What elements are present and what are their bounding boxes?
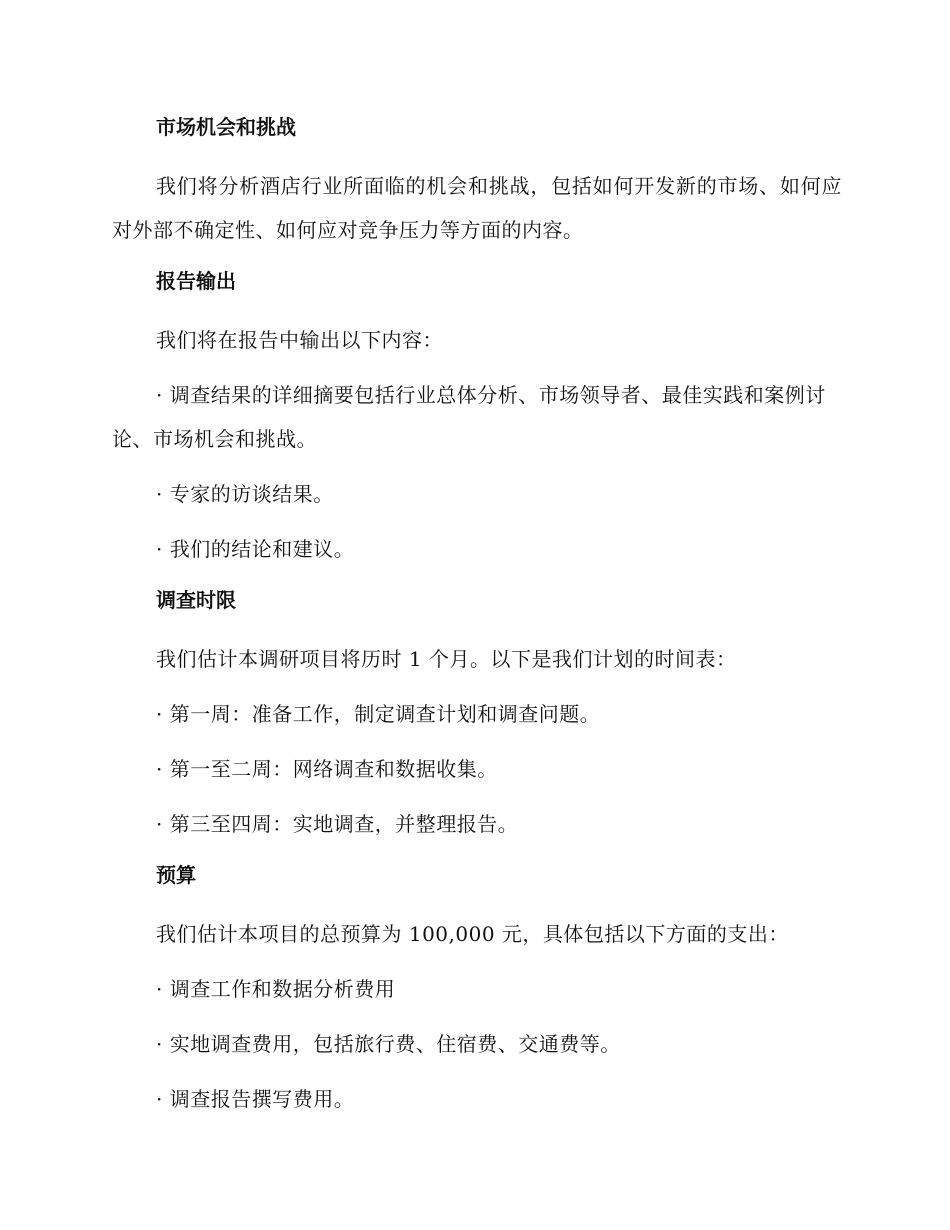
section-heading-timeline: 调查时限 — [156, 588, 236, 612]
bullet-summary: · 调查结果的详细摘要包括行业总体分析、市场领导者、最佳实践和案例讨论、市场机会和挑战。 — [112, 383, 826, 451]
bullet-writing-cost: · 调查报告撰写费用。 — [156, 1087, 355, 1111]
section-heading-report-output: 报告输出 — [156, 269, 236, 293]
bullet-week-1-2: · 第一至二周：网络调查和数据收集。 — [156, 757, 498, 781]
paragraph-market-analysis: 我们将分析酒店行业所面临的机会和挑战，包括如何开发新的市场、如何应对外部不确定性、如何应对竞争压力等方面的内容。 — [112, 174, 842, 242]
section-heading-market-opportunities: 市场机会和挑战 — [156, 115, 296, 139]
paragraph-budget-intro: 我们估计本项目的总预算为 100,000 元，具体包括以下方面的支出： — [156, 922, 789, 946]
bullet-field-cost: · 实地调查费用，包括旅行费、住宿费、交通费等。 — [156, 1032, 621, 1056]
bullet-week-1: · 第一周：准备工作，制定调查计划和调查问题。 — [156, 702, 601, 726]
document-body — [112, 109, 842, 1132]
section-heading-budget: 预算 — [156, 863, 196, 887]
paragraph-report-intro: 我们将在报告中输出以下内容： — [156, 328, 443, 352]
bullet-interviews: · 专家的访谈结果。 — [156, 482, 334, 506]
bullet-analysis-cost: · 调查工作和数据分析费用 — [156, 977, 396, 1001]
bullet-conclusions: · 我们的结论和建议。 — [156, 537, 355, 561]
paragraph-timeline-intro: 我们估计本调研项目将历时 1 个月。以下是我们计划的时间表： — [156, 647, 737, 671]
bullet-week-3-4: · 第三至四周：实地调查，并整理报告。 — [156, 812, 519, 836]
